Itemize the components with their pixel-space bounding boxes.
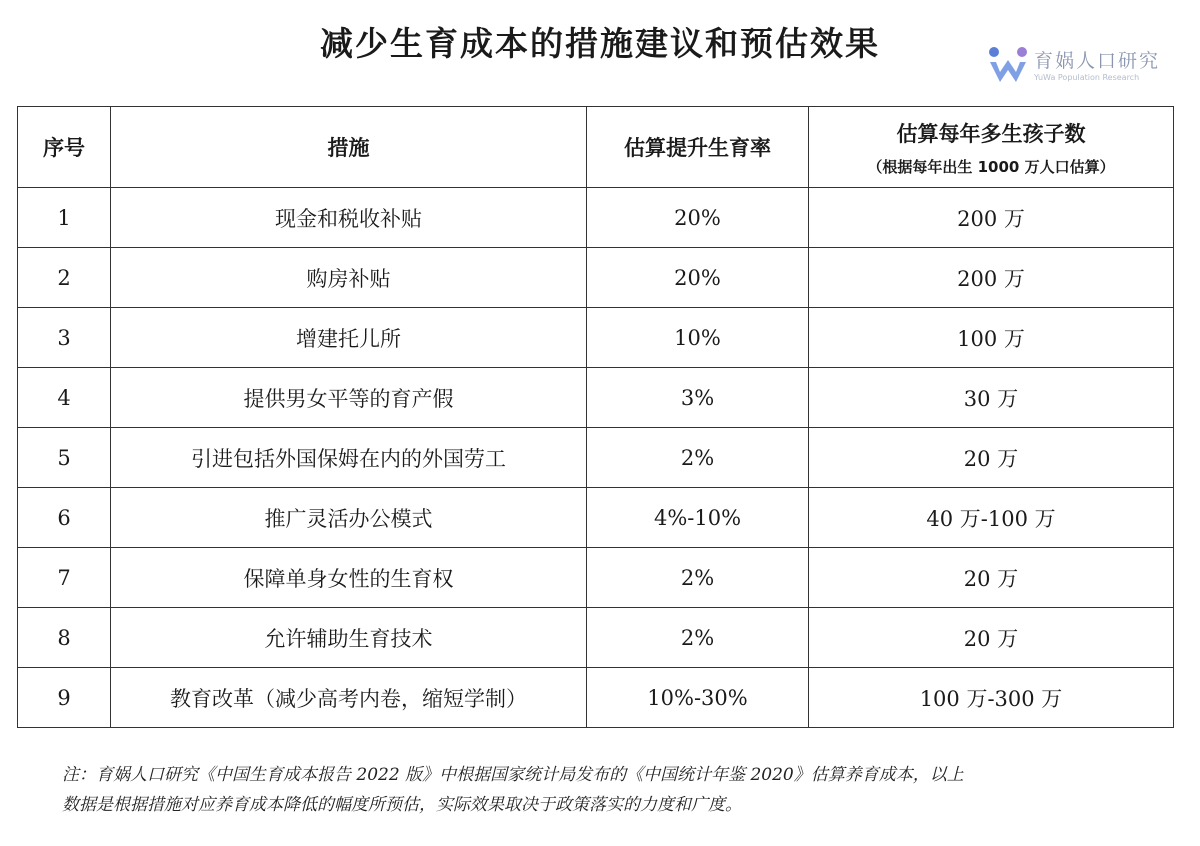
footnote-line-2: 数据是根据措施对应养育成本降低的幅度所预估，实际效果取决于政策落实的力度和广度。 — [62, 795, 742, 815]
cell-measure: 教育改革（减少高考内卷，缩短学制） — [111, 668, 587, 728]
cell-births: 20 万 — [809, 428, 1174, 488]
cell-index: 4 — [18, 368, 111, 428]
table-row — [18, 548, 1174, 608]
cell-rate: 2% — [587, 428, 809, 488]
cell-births: 200 万 — [809, 248, 1174, 308]
cell-rate: 2% — [587, 608, 809, 668]
cell-index: 3 — [18, 308, 111, 368]
cell-rate: 2% — [587, 548, 809, 608]
cell-rate: 20% — [587, 188, 809, 248]
cell-rate: 3% — [587, 368, 809, 428]
table-row — [18, 308, 1174, 368]
table-row — [18, 428, 1174, 488]
cell-births: 100 万-300 万 — [809, 668, 1174, 728]
cell-births: 100 万 — [809, 308, 1174, 368]
footnote-line-1: 注：育娲人口研究《中国生育成本报告 2022 版》中根据国家统计局发布的《中国统计年鉴 2020》估算养育成本，以上 — [62, 765, 964, 785]
cell-births: 20 万 — [809, 548, 1174, 608]
cell-rate: 4%-10% — [587, 488, 809, 548]
cell-index: 7 — [18, 548, 111, 608]
cell-measure: 推广灵活办公模式 — [111, 488, 587, 548]
cell-index: 5 — [18, 428, 111, 488]
footnote — [62, 760, 1162, 820]
header-rate: 估算提升生育率 — [587, 107, 809, 188]
header-births-label: 估算每年多生孩子数 — [896, 121, 1086, 146]
cell-measure: 允许辅助生育技术 — [111, 608, 587, 668]
cell-births: 20 万 — [809, 608, 1174, 668]
table-row — [18, 488, 1174, 548]
logo-name: 育娲人口研究 — [1034, 50, 1161, 72]
table-row — [18, 188, 1174, 248]
cell-rate: 10% — [587, 308, 809, 368]
cell-measure: 引进包括外国保姆在内的外国劳工 — [111, 428, 587, 488]
cell-births: 30 万 — [809, 368, 1174, 428]
cell-births: 200 万 — [809, 188, 1174, 248]
cell-rate: 10%-30% — [587, 668, 809, 728]
measures-table — [17, 106, 1174, 728]
cell-index: 6 — [18, 488, 111, 548]
page-title: 减少生育成本的措施建议和预估效果 — [320, 24, 880, 63]
cell-measure: 提供男女平等的育产假 — [111, 368, 587, 428]
header-index: 序号 — [18, 107, 111, 188]
table-row — [18, 668, 1174, 728]
table-row — [18, 368, 1174, 428]
header-births-note: （根据每年出生 1000 万人口估算） — [867, 157, 1115, 176]
cell-index: 8 — [18, 608, 111, 668]
brand-logo — [986, 44, 1176, 94]
table-row — [18, 608, 1174, 668]
header-births — [809, 107, 1174, 188]
header-measure: 措施 — [111, 107, 587, 188]
cell-measure: 购房补贴 — [111, 248, 587, 308]
cell-measure: 现金和税收补贴 — [111, 188, 587, 248]
table-header-row — [18, 107, 1174, 188]
cell-index: 2 — [18, 248, 111, 308]
cell-measure: 保障单身女性的生育权 — [111, 548, 587, 608]
cell-measure: 增建托儿所 — [111, 308, 587, 368]
table-row — [18, 248, 1174, 308]
cell-rate: 20% — [587, 248, 809, 308]
logo-subtitle: YuWa Population Research — [1034, 73, 1140, 82]
cell-births: 40 万-100 万 — [809, 488, 1174, 548]
yuwa-logo-icon — [986, 44, 1030, 88]
cell-index: 9 — [18, 668, 111, 728]
cell-index: 1 — [18, 188, 111, 248]
